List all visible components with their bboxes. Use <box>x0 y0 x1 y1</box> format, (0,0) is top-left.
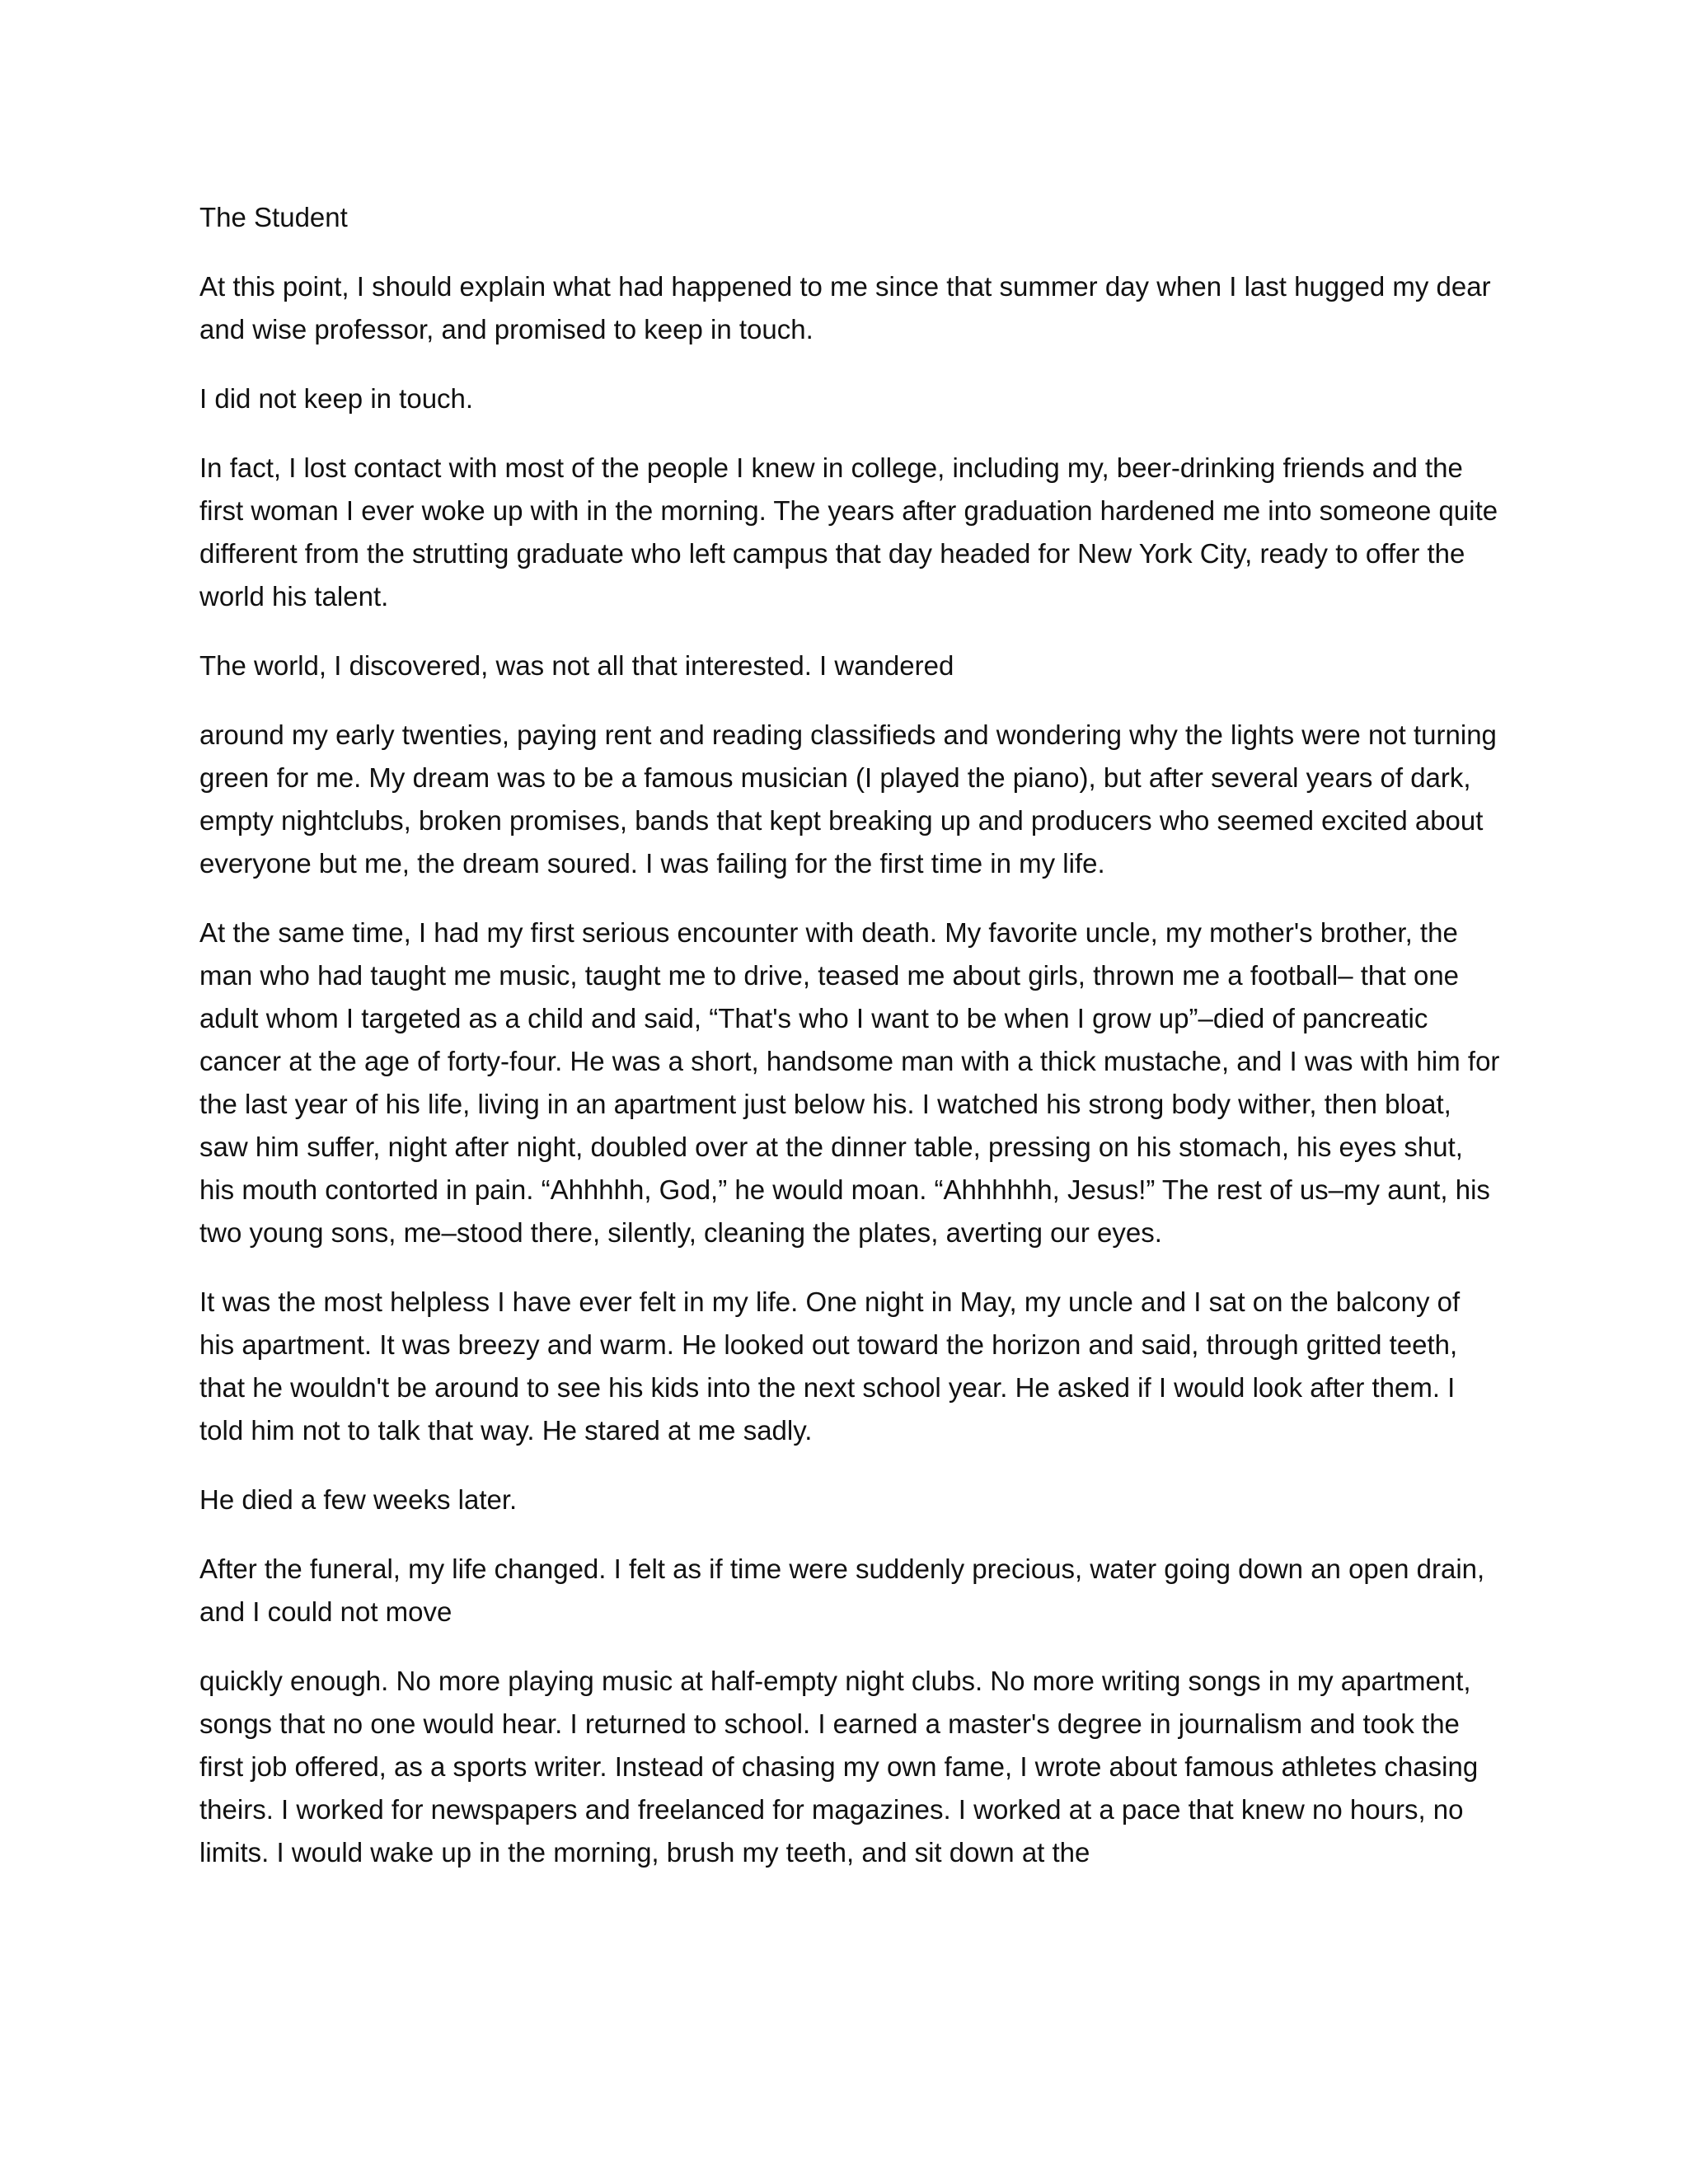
paragraph-2: I did not keep in touch. <box>199 383 474 414</box>
paragraph-3: In fact, I lost contact with most of the people I knew in college, including my, beer-drinking friends and the first woman I ever woke up with in the morning. The years after graduation hardened me into someone quite different from the strutting graduate who left campus that day headed for New York City, ready to offer the world his talent. <box>199 452 1498 612</box>
paragraph-5: around my early twenties, paying rent and reading classifieds and wondering why the lights were not turning green for me. My dream was to be a famous musician (I played the piano), but after several years of dark, empty nightclubs, broken promises, bands that kept breaking up and producers who seemed excited about everyone but me, the dream soured. I was failing for the first time in my life. <box>199 719 1497 879</box>
paragraph-7: It was the most helpless I have ever felt in my life. One night in May, my uncle and I sat on the balcony of his apartment. It was breezy and warm. He looked out toward the horizon and said, through gritted teeth, that he wouldn't be around to see his kids into the next school year. He asked if I would look after them. I told him not to talk that way. He stared at me sadly. <box>199 1286 1461 1446</box>
paragraph-4: The world, I discovered, was not all that interested. I wandered <box>199 650 954 681</box>
paragraph-9: After the funeral, my life changed. I felt as if time were suddenly precious, water going down an open drain, and I could not move <box>199 1554 1485 1627</box>
paragraph-6: At the same time, I had my first serious encounter with death. My favorite uncle, my mother's brother, the man who had taught me music, taught me to drive, teased me about girls, thrown me a football– that one adult whom I targeted as a child and said, “That's who I want to be when I grow up”–died of pancreatic cancer at the age of forty-four. He was a short, handsome man with a thick mustache, and I was with him for the last year of his life, living in an apartment just below his. I watched his strong body wither, then bloat, saw him suffer, night after night, doubled over at the dinner table, pressing on his stomach, his eyes shut, his mouth contorted in pain. “Ahhhhh, God,” he would moan. “Ahhhhhh, Jesus!” The rest of us–my aunt, his two young sons, me–stood there, silently, cleaning the plates, averting our eyes. <box>199 917 1500 1248</box>
paragraph-1: At this point, I should explain what had happened to me since that summer day when I last hugged my dear and wise professor, and promised to keep in touch. <box>199 271 1491 344</box>
document-title: The Student <box>199 202 348 232</box>
paragraph-8: He died a few weeks later. <box>199 1484 518 1515</box>
document-body <box>199 196 1502 1900</box>
paragraph-10: quickly enough. No more playing music at half-empty night clubs. No more writing songs in my apartment, songs that no one would hear. I returned to school. I earned a master's degree in journalism and took the first job offered, as a sports writer. Instead of chasing my own fame, I wrote about famous athletes chasing theirs. I worked for newspapers and freelanced for magazines. I worked at a pace that knew no hours, no limits. I would wake up in the morning, brush my teeth, and sit down at the <box>199 1666 1479 1868</box>
